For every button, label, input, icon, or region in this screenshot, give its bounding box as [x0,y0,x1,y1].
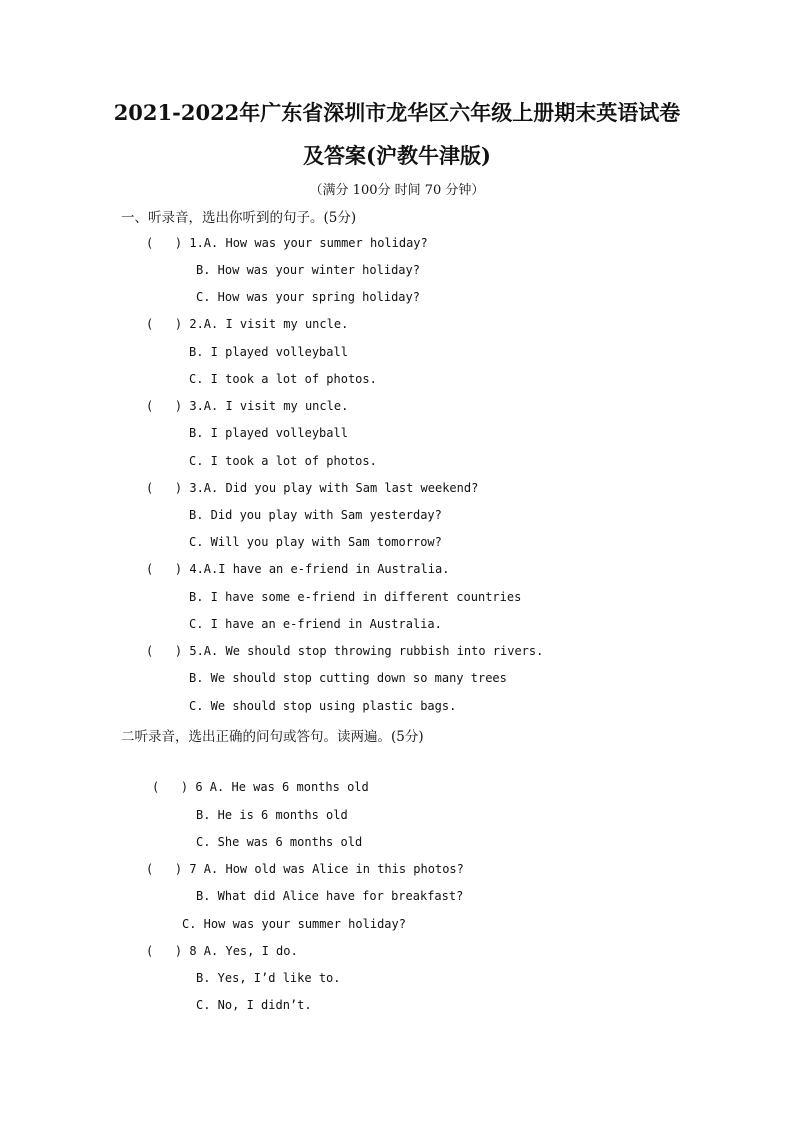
question-2-option-c: C. I took a lot of photos. [189,372,377,386]
section-2-heading: 二听录音，选出正确的问句或答句。读两遍。(5分) [121,729,424,745]
question-5-option-a: ( ) 5.A. We should stop throwing rubbish into rivers. [146,644,544,658]
question-6-option-a: ( ) 6 A. He was 6 months old [152,780,369,794]
question-4-option-a: ( ) 4.A.I have an e-friend in Australia. [146,562,450,576]
question-6-option-c: C. She was 6 months old [196,835,363,849]
question-3-option-b: B. I played volleyball [189,426,348,440]
question-6-option-b: B. He is 6 months old [196,808,348,822]
question-7-option-c: C. How was your summer holiday? [182,917,406,931]
question-7-option-b: B. What did Alice have for breakfast? [196,889,464,903]
question-1-option-c: C. How was your spring holiday? [196,290,420,304]
question-3b-option-a: ( ) 3.A. Did you play with Sam last weekend? [146,481,479,495]
question-3b-option-b: B. Did you play with Sam yesterday? [189,508,442,522]
question-5-option-b: B. We should stop cutting down so many trees [189,671,507,685]
question-4-option-b: B. I have some e-friend in different countries [189,590,522,604]
exam-info: （满分 100分 时间 70 分钟） [309,183,485,198]
question-2-option-b: B. I played volleyball [189,345,348,359]
question-3-option-a: ( ) 3.A. I visit my uncle. [146,399,349,413]
question-8-option-c: C. No, I didn’t. [196,998,312,1012]
question-5-option-c: C. We should stop using plastic bags. [189,699,457,713]
question-2-option-a: ( ) 2.A. I visit my uncle. [146,317,349,331]
question-7-option-a: ( ) 7 A. How old was Alice in this photos? [146,862,464,876]
section-1-heading: 一、听录音，选出你听到的句子。(5分) [121,210,357,226]
question-3b-option-c: C. Will you play with Sam tomorrow? [189,535,442,549]
document-title-line-1: 2021-2022年广东省深圳市龙华区六年级上册期末英语试卷 [113,100,681,125]
question-1-option-a: ( ) 1.A. How was your summer holiday? [146,236,428,250]
question-4-option-c: C. I have an e-friend in Australia. [189,617,442,631]
question-8-option-b: B. Yes, I’d like to. [196,971,341,985]
question-3-option-c: C. I took a lot of photos. [189,454,377,468]
document-title-line-2: 及答案(沪教牛津版) [303,143,491,168]
question-8-option-a: ( ) 8 A. Yes, I do. [146,944,298,958]
question-1-option-b: B. How was your winter holiday? [196,263,420,277]
